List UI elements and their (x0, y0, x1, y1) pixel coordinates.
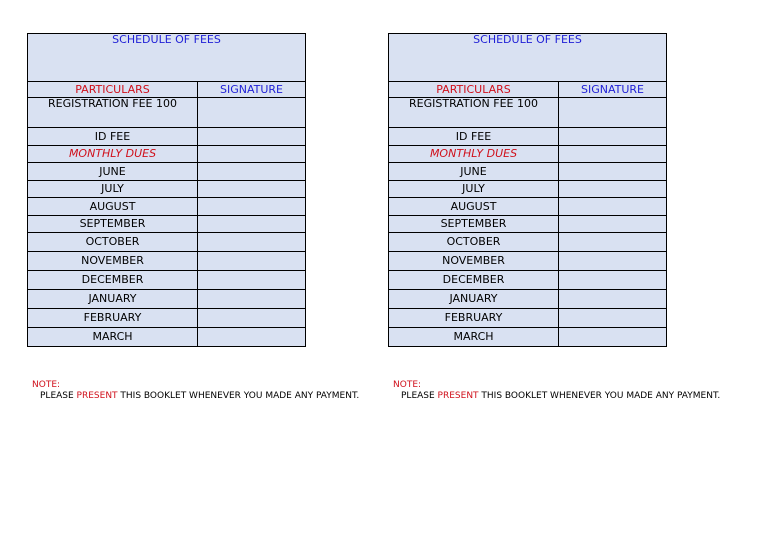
table-row (28, 128, 306, 146)
signature-cell[interactable] (559, 309, 667, 328)
table-row (28, 216, 306, 233)
table-row (389, 146, 667, 163)
note-text-after: THIS BOOKLET WHENEVER YOU MADE ANY PAYMENT. (478, 391, 721, 401)
header-row (28, 82, 306, 98)
signature-cell[interactable] (559, 233, 667, 252)
note-highlight: PRESENT (437, 391, 479, 401)
particular-cell: MARCH (28, 328, 198, 347)
signature-cell[interactable] (559, 98, 667, 128)
particular-cell: FEBRUARY (389, 309, 559, 328)
signature-cell[interactable] (198, 290, 306, 309)
particular-cell: JULY (389, 181, 559, 198)
table-row (28, 252, 306, 271)
particular-cell: MONTHLY DUES (28, 146, 198, 163)
particular-cell: JUNE (389, 163, 559, 181)
fee-table (27, 33, 306, 347)
signature-cell[interactable] (198, 309, 306, 328)
table-row (389, 271, 667, 290)
schedule-title: SCHEDULE OF FEES (28, 34, 306, 82)
signature-cell[interactable] (559, 252, 667, 271)
signature-cell[interactable] (198, 128, 306, 146)
particulars-header: PARTICULARS (28, 82, 198, 98)
header-row (389, 82, 667, 98)
note-text-before: PLEASE (40, 391, 77, 401)
signature-cell[interactable] (559, 181, 667, 198)
payment-note-right (393, 380, 720, 402)
signature-cell[interactable] (198, 181, 306, 198)
fee-schedule-right (388, 33, 666, 347)
signature-header: SIGNATURE (559, 82, 667, 98)
note-label: NOTE: (393, 380, 422, 390)
signature-cell[interactable] (198, 146, 306, 163)
signature-cell[interactable] (198, 163, 306, 181)
particular-cell: REGISTRATION FEE 100 (389, 98, 559, 128)
table-row (28, 309, 306, 328)
table-row (389, 309, 667, 328)
signature-cell[interactable] (559, 328, 667, 347)
particular-cell: AUGUST (389, 198, 559, 216)
signature-cell[interactable] (198, 328, 306, 347)
table-row (28, 290, 306, 309)
signature-cell[interactable] (559, 146, 667, 163)
signature-cell[interactable] (198, 98, 306, 128)
particular-cell: DECEMBER (389, 271, 559, 290)
particular-cell: MONTHLY DUES (389, 146, 559, 163)
signature-header: SIGNATURE (198, 82, 306, 98)
table-row (389, 198, 667, 216)
note-text (32, 391, 359, 402)
particular-cell: JULY (28, 181, 198, 198)
particular-cell: OCTOBER (28, 233, 198, 252)
note-label: NOTE: (32, 380, 61, 390)
particular-cell: NOVEMBER (389, 252, 559, 271)
table-row (389, 128, 667, 146)
table-row (28, 146, 306, 163)
table-row (28, 328, 306, 347)
table-row (28, 233, 306, 252)
signature-cell[interactable] (198, 271, 306, 290)
table-row (28, 163, 306, 181)
table-row (389, 252, 667, 271)
particular-cell: SEPTEMBER (389, 216, 559, 233)
particular-cell: ID FEE (28, 128, 198, 146)
particulars-header: PARTICULARS (389, 82, 559, 98)
signature-cell[interactable] (559, 290, 667, 309)
signature-cell[interactable] (198, 216, 306, 233)
fee-table (388, 33, 667, 347)
table-row (389, 328, 667, 347)
particular-cell: AUGUST (28, 198, 198, 216)
particular-cell: NOVEMBER (28, 252, 198, 271)
note-text-before: PLEASE (401, 391, 438, 401)
fee-schedule-left (27, 33, 305, 347)
signature-cell[interactable] (559, 163, 667, 181)
signature-cell[interactable] (559, 216, 667, 233)
particular-cell: FEBRUARY (28, 309, 198, 328)
table-row (389, 163, 667, 181)
note-text-after: THIS BOOKLET WHENEVER YOU MADE ANY PAYMENT. (117, 391, 360, 401)
note-text (393, 391, 720, 402)
particular-cell: JANUARY (389, 290, 559, 309)
signature-cell[interactable] (559, 198, 667, 216)
particular-cell: REGISTRATION FEE 100 (28, 98, 198, 128)
particular-cell: OCTOBER (389, 233, 559, 252)
payment-note-left (32, 380, 359, 402)
table-row (389, 98, 667, 128)
particular-cell: MARCH (389, 328, 559, 347)
particular-cell: JANUARY (28, 290, 198, 309)
table-row (28, 271, 306, 290)
particular-cell: JUNE (28, 163, 198, 181)
table-row (389, 290, 667, 309)
signature-cell[interactable] (559, 128, 667, 146)
table-row (28, 181, 306, 198)
title-row (389, 34, 667, 82)
particular-cell: DECEMBER (28, 271, 198, 290)
signature-cell[interactable] (559, 271, 667, 290)
table-row (389, 233, 667, 252)
schedule-title: SCHEDULE OF FEES (389, 34, 667, 82)
note-highlight: PRESENT (76, 391, 118, 401)
table-row (28, 98, 306, 128)
signature-cell[interactable] (198, 198, 306, 216)
signature-cell[interactable] (198, 252, 306, 271)
particular-cell: SEPTEMBER (28, 216, 198, 233)
title-row (28, 34, 306, 82)
signature-cell[interactable] (198, 233, 306, 252)
table-row (28, 198, 306, 216)
table-row (389, 216, 667, 233)
particular-cell: ID FEE (389, 128, 559, 146)
table-row (389, 181, 667, 198)
